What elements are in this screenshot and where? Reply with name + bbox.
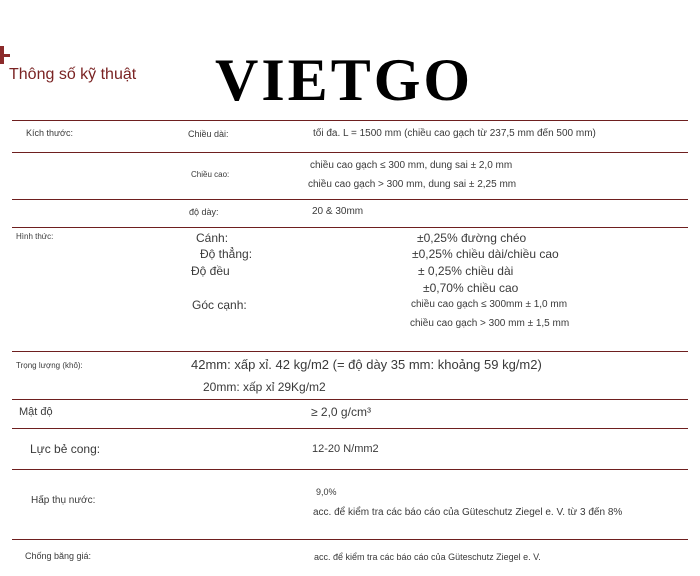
density-label: Mật độ: [19, 406, 53, 418]
edge-label: Cánh:: [196, 231, 229, 245]
evenness-value-1: ± 0,25% chiều dài: [418, 264, 514, 278]
edge-value: ±0,25% đường chéo: [417, 231, 527, 245]
divider: [12, 120, 688, 121]
absorption-label: Hấp thụ nước:: [31, 495, 96, 506]
evenness-label: Độ đều: [191, 264, 230, 278]
straight-value: ±0,25% chiều dài/chiều cao: [412, 247, 559, 261]
bending-value: 12-20 N/mm2: [312, 443, 379, 455]
divider: [12, 469, 688, 470]
divider: [12, 399, 688, 400]
height-value-1: chiều cao gạch ≤ 300 mm, dung sai ± 2,0 mm: [310, 160, 513, 171]
form-label: Hình thức:: [16, 232, 54, 241]
title-accent-tip: [0, 54, 10, 57]
divider: [12, 539, 688, 540]
length-label: Chiều dài:: [188, 129, 229, 139]
brand-watermark: VIETGO: [215, 47, 474, 113]
corner-value-1: chiều cao gạch ≤ 300mm ± 1,0 mm: [411, 299, 568, 310]
divider: [12, 227, 688, 228]
height-label: Chiều cao:: [191, 170, 230, 179]
page-title: Thông số kỹ thuật: [9, 66, 137, 83]
weight-label: Trọng lượng (khô):: [16, 361, 83, 370]
absorption-value-1: 9,0%: [316, 487, 337, 497]
corner-label: Góc cạnh:: [192, 298, 247, 312]
length-value: tối đa. L = 1500 mm (chiều cao gạch từ 237,5 mm đến 500 mm): [313, 128, 596, 139]
divider: [12, 199, 688, 200]
weight-value-2: 20mm: xấp xỉ 29Kg/m2: [203, 380, 326, 394]
weight-value-1: 42mm: xấp xỉ. 42 kg/m2 (= độ dày 35 mm: khoảng 59 kg/m2): [191, 357, 542, 372]
size-label: Kích thước:: [26, 128, 73, 138]
density-value: ≥ 2,0 g/cm³: [311, 405, 371, 419]
frost-value: acc. để kiểm tra các báo cáo của Güteschutz Ziegel e. V.: [314, 552, 541, 562]
evenness-value-2: ±0,70% chiều cao: [423, 281, 519, 295]
divider: [12, 428, 688, 429]
straight-label: Độ thẳng:: [200, 247, 253, 261]
thickness-value: 20 & 30mm: [312, 206, 364, 217]
thickness-label: độ dày:: [189, 207, 219, 217]
frost-label: Chống băng giá:: [25, 551, 92, 561]
bending-label: Lực bẻ cong:: [30, 442, 101, 456]
divider: [12, 152, 688, 153]
absorption-value-2: acc. để kiểm tra các báo cáo của Güteschutz Ziegel e. V. từ 3 đến 8%: [313, 507, 623, 518]
height-value-2: chiều cao gạch > 300 mm, dung sai ± 2,25 mm: [308, 179, 517, 190]
divider: [12, 351, 688, 352]
corner-value-2: chiều cao gạch > 300 mm ± 1,5 mm: [410, 318, 570, 329]
